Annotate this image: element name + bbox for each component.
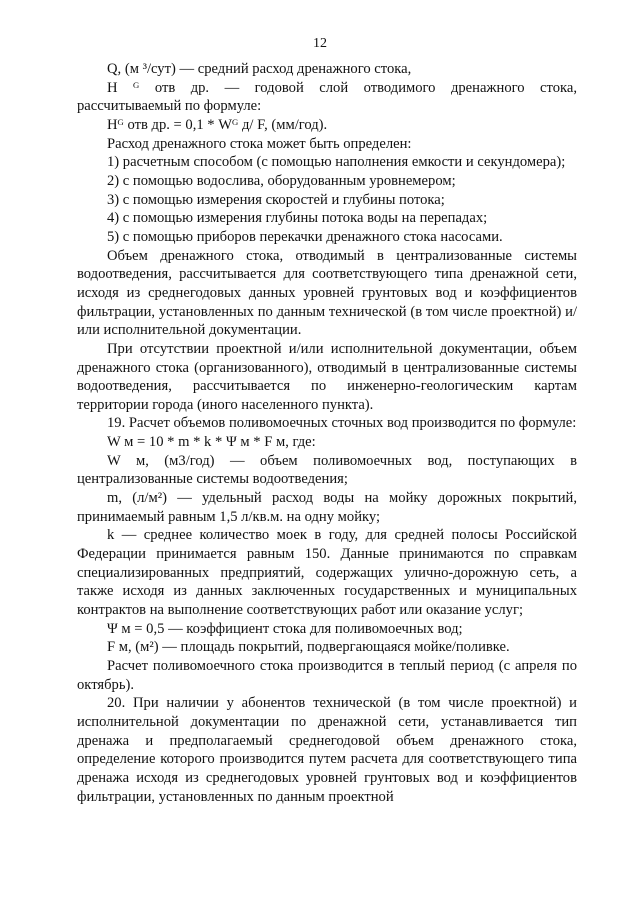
paragraph-method-1: 1) расчетным способом (с помощью наполнения емкости и секундомера); <box>107 154 566 171</box>
paragraph-warm-period: Расчет поливомоечного стока производится в теплый период (с апреля по октябрь). <box>77 658 577 693</box>
paragraph-m-definition: m, (л/м²) — удельный расход воды на мойку дорожных покрытий, принимаемый равным 1,5 л/кв.м. на одну мойку; <box>77 490 577 525</box>
paragraph-psi-definition: Ψ м = 0,5 — коэффициент стока для поливомоечных вод; <box>107 620 463 637</box>
paragraph-w-definition: W м, (м3/год) — объем поливомоечных вод, поступающих в централизованные системы водоотведения; <box>77 452 577 488</box>
paragraph-section-20: 20. При наличии у абонентов технической (в том числе проектной) и исполнительной документации по дренажной сети, устанавливается тип дренажа и предполагаемый среднегодовой объем дренажного стока, определение которого производится путем расчета для соответствующего типа дренажа исходя из среднегодовых уровней грунтовых вод и коэффициентов фильтрации, установленных по данным проектной <box>77 695 577 805</box>
paragraph-f-definition: F м, (м²) — площадь покрытий, подвергающаяся мойке/поливке. <box>107 639 510 656</box>
paragraph-drainage-volume: Объем дренажного стока, отводимый в централизованные системы водоотведения, рассчитывается для соответствующего типа дренажной сети, исходя из среднегодовых данных уровней грунтовых вод и коэффициентов фильтрации, установленных по данным технической (в том числе проектной) и/или исполнительной документации. <box>77 247 577 339</box>
paragraph-h-definition: Н ᴳ отв др. — годовой слой отводимого дренажного стока, рассчитываемый по формуле: <box>77 79 577 115</box>
paragraph-methods-intro: Расход дренажного стока может быть определен: <box>107 135 412 152</box>
paragraph-method-2: 2) с помощью водослива, оборудованным уровнемером; <box>107 172 456 189</box>
paragraph-method-5: 5) с помощью приборов перекачки дренажного стока насосами. <box>107 228 503 245</box>
document-body <box>77 60 577 806</box>
paragraph-q-definition: Q, (м ³/сут) — средний расход дренажного стока, <box>107 61 412 77</box>
paragraph-h-formula: Нᴳ отв др. = 0,1 * Wᴳ д/ F, (мм/год). <box>107 116 328 133</box>
paragraph-k-definition: k — среднее количество моек в году, для средней полосы Российской Федерации принимается равным 150. Данные принимаются по справкам специализированных предприятий, содержащих улично-дорожную сеть, а также исходя из данных заключенных государственных и муниципальных контрактов на выполнение соответствующих работ или оказание услуг; <box>77 527 577 619</box>
paragraph-no-documentation: При отсутствии проектной и/или исполнительной документации, объем дренажного стока (организованного), отводимый в централизованные системы водоотведения, рассчитывается по инженерно-геологическим картам территории города (иного населенного пункта). <box>77 340 577 413</box>
page-number: 12 <box>313 36 327 51</box>
paragraph-section-19: 19. Расчет объемов поливомоечных сточных вод производится по формуле: <box>107 415 577 432</box>
paragraph-method-4: 4) с помощью измерения глубины потока воды на перепадах; <box>107 210 488 227</box>
paragraph-method-3: 3) с помощью измерения скоростей и глубины потока; <box>107 191 445 208</box>
paragraph-w-formula: W м = 10 * m * k * Ψ м * F м, где: <box>107 434 316 451</box>
